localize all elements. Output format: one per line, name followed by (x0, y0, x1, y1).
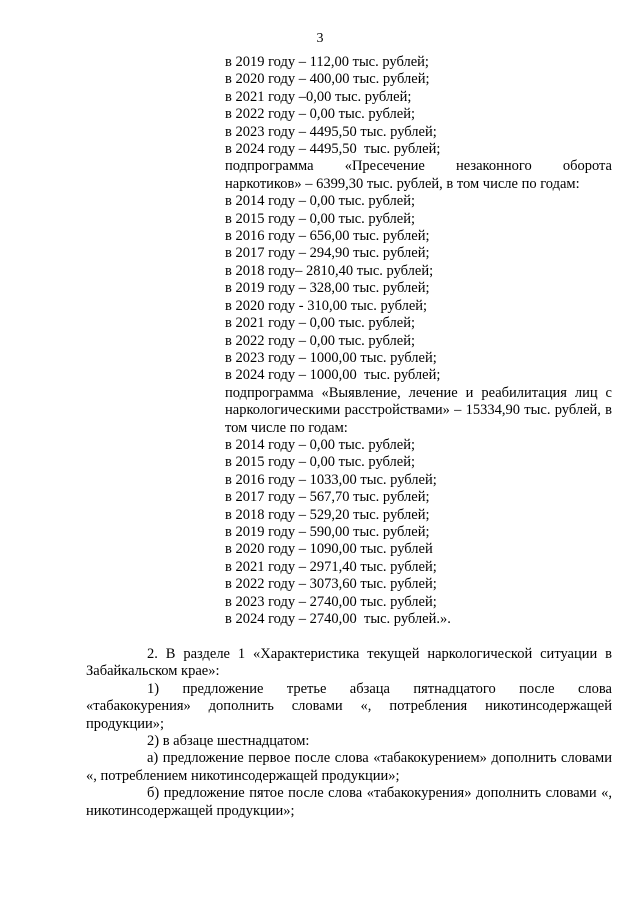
funding-line: в 2015 году – 0,00 тыс. рублей; (225, 210, 416, 227)
amendment-item-2-1-line1: 1) предложение третье абзаца пятнадцатого после слова (147, 680, 612, 697)
amendment-item-2-2-a: а) предложение первое после слова «табакокурением» дополнить словами «, потреблением никотинсодержащей продукции»; (86, 750, 612, 784)
funding-line: в 2024 году – 1000,00 тыс. рублей; (225, 367, 441, 384)
funding-line: в 2022 году – 0,00 тыс. рублей; (225, 106, 416, 123)
funding-line: в 2020 году – 1090,00 тыс. рублей (225, 541, 433, 558)
funding-line: в 2016 году – 656,00 тыс. рублей; (225, 228, 430, 245)
funding-line: в 2015 году – 0,00 тыс. рублей; (225, 454, 416, 471)
funding-line: в 2014 году – 0,00 тыс. рублей; (225, 436, 416, 453)
funding-line: в 2017 году – 294,90 тыс. рублей; (225, 245, 430, 262)
amendment-item-2-2: 2) в абзаце шестнадцатом: (147, 733, 310, 750)
subprogram-3-heading: подпрограмма «Выявление, лечение и реабилитация лиц с наркологическими расстройствами» – 15334,90 тыс. рублей, в том числе по годам: (225, 384, 612, 436)
funding-line: в 2021 году –0,00 тыс. рублей; (225, 88, 412, 105)
funding-list-1 (225, 54, 612, 158)
amendment-item-2-1-line2: «табакокурения» дополнить словами «, потребления никотинсодержащей продукции»; (86, 698, 612, 732)
funding-line: в 2021 году – 0,00 тыс. рублей; (225, 315, 416, 332)
funding-line: в 2024 году – 4495,50 тыс. рублей; (225, 141, 441, 158)
page-number: 3 (316, 31, 324, 46)
funding-line: в 2019 году – 590,00 тыс. рублей; (225, 523, 430, 540)
funding-line: в 2018 году – 529,20 тыс. рублей; (225, 506, 430, 523)
funding-line: в 2020 году – 400,00 тыс. рублей; (225, 71, 430, 88)
funding-line: в 2022 году – 0,00 тыс. рублей; (225, 332, 416, 349)
subprogram-2-heading-line2: наркотиков» – 6399,30 тыс. рублей, в том числе по годам: (225, 175, 580, 192)
funding-line: в 2019 году – 112,00 тыс. рублей; (225, 54, 429, 70)
funding-list-3 (225, 437, 612, 628)
funding-line: в 2024 году – 2740,00 тыс. рублей.». (225, 611, 451, 627)
funding-line: в 2018 году– 2810,40 тыс. рублей; (225, 262, 434, 279)
funding-line: в 2022 году – 3073,60 тыс. рублей; (225, 576, 437, 593)
funding-section (225, 54, 612, 628)
funding-line: в 2020 году - 310,00 тыс. рублей; (225, 297, 428, 314)
amendment-item-2-2-b: б) предложение пятое после слова «табакокурения» дополнить словами «, никотинсодержащей продукции»; (86, 785, 612, 819)
funding-line: в 2021 году – 2971,40 тыс. рублей; (225, 558, 437, 575)
amendment-item-2: 2. В разделе 1 «Характеристика текущей наркологической ситуации в Забайкальском крае»: (86, 646, 612, 680)
funding-line: в 2023 году – 4495,50 тыс. рублей; (225, 123, 437, 140)
subprogram-2-heading-line1: подпрограмма «Пресечение незаконного оборота (225, 158, 612, 175)
funding-line: в 2023 году – 1000,00 тыс. рублей; (225, 349, 437, 366)
funding-line: в 2023 году – 2740,00 тыс. рублей; (225, 593, 437, 610)
funding-line: в 2017 году – 567,70 тыс. рублей; (225, 489, 430, 506)
amendments-section (86, 646, 612, 820)
funding-line: в 2014 году – 0,00 тыс. рублей; (225, 193, 416, 210)
funding-line: в 2016 году – 1033,00 тыс. рублей; (225, 471, 437, 488)
funding-list-2 (225, 193, 612, 384)
funding-line: в 2019 году – 328,00 тыс. рублей; (225, 280, 430, 297)
